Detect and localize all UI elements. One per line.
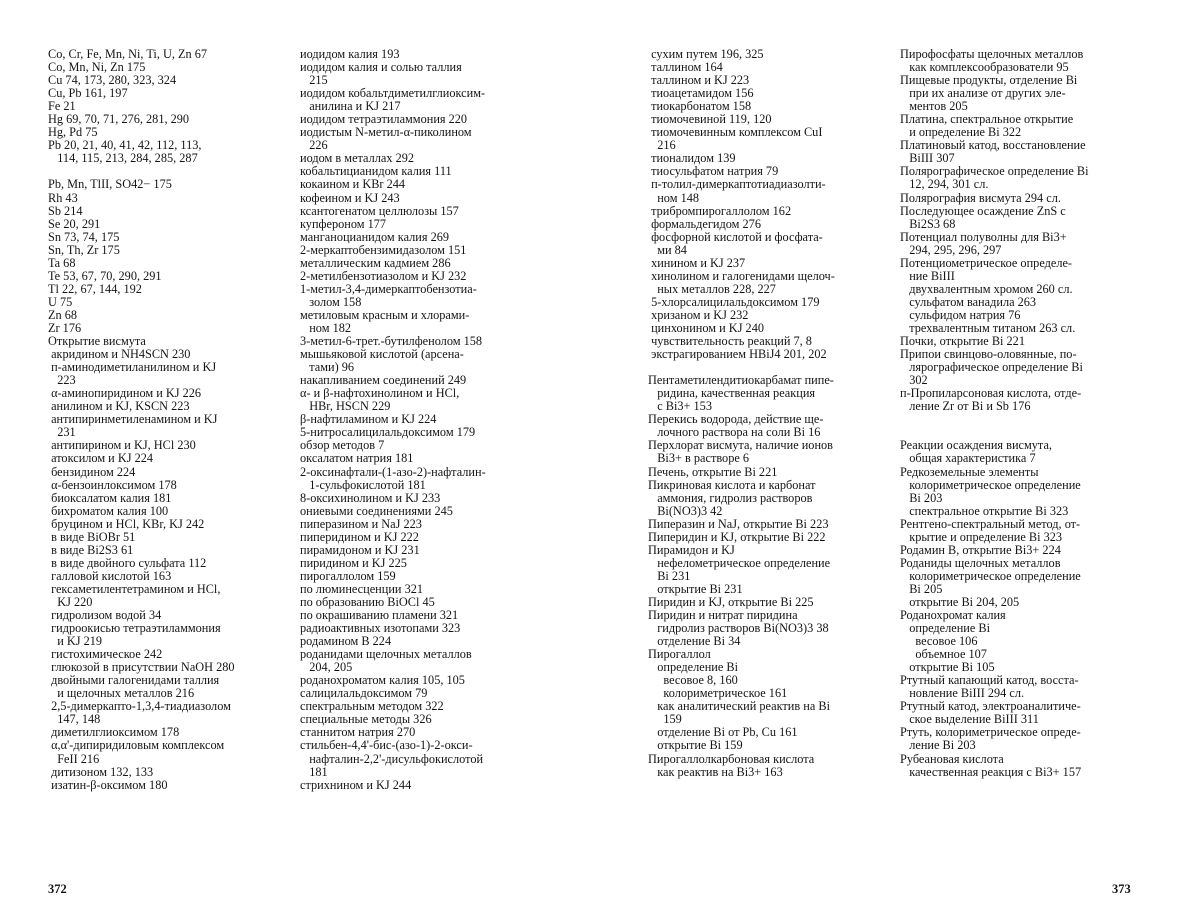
index-entry: радиоактивных изотопами 323: [300, 622, 461, 636]
index-entry: 1-сульфокислотой 181: [300, 478, 426, 492]
index-entry: трибромпирогаллолом 162: [648, 204, 792, 218]
index-entry: весовое 8, 160: [648, 674, 738, 688]
index-entry: ментов 205: [900, 100, 968, 114]
index-entry: накапливанием соединений 249: [300, 374, 467, 388]
index-entry: антипиринметиленамином и KJ: [48, 413, 218, 427]
index-entry: Пищевые продукты, отделение Bi: [900, 74, 1078, 88]
index-entry: роданидами щелочных металлов: [300, 648, 472, 662]
index-entry: Ta 68: [48, 256, 76, 270]
page-number-left: 372: [48, 882, 67, 896]
index-entry: таллином 164: [648, 61, 723, 75]
index-entry: Пентаметилендитиокарбамат пипе-: [648, 374, 834, 388]
index-entry: двойными галогенидами таллия: [48, 674, 220, 688]
index-entry: α-бензоинлоксимом 178: [48, 478, 177, 492]
index-entry: Ртутный капающий катод, восста-: [900, 674, 1079, 688]
index-entry: по окрашиванию пламени 321: [300, 609, 459, 623]
index-entry: колориметрическое определение: [900, 478, 1081, 492]
index-entry: α,α'-дипиридиловым комплексом: [48, 739, 225, 753]
index-entry: 3-метил-6-трет.-бутилфенолом 158: [300, 335, 483, 349]
index-entry: глюкозой в присутствии NaOH 280: [48, 661, 235, 675]
index-entry: Sb 214: [48, 204, 83, 218]
index-entry: пиперазином и NaJ 223: [300, 517, 422, 531]
index-entry: α-аминопиридином и KJ 226: [48, 387, 202, 401]
index-entry: Cu 74, 173, 280, 323, 324: [48, 74, 177, 88]
index-entry: Роданиды щелочных металлов: [900, 556, 1061, 570]
index-entry: 2-метилбензотиазолом и KJ 232: [300, 269, 467, 283]
index-entry: 226: [300, 139, 328, 153]
index-entry: по образованию BiOCl 45: [300, 595, 435, 609]
index-entry: акридином и NH4SCN 230: [48, 348, 191, 362]
index-entry: [648, 361, 878, 374]
index-entry: отделение Bi 34: [648, 635, 741, 649]
index-entry: Pb 20, 21, 40, 41, 42, 112, 113,: [48, 139, 202, 153]
index-entry: в виде двойного сульфата 112: [48, 556, 207, 570]
index-entry: Hg, Pd 75: [48, 126, 98, 140]
index-entry: таллином и KJ 223: [648, 74, 750, 88]
index-entry: ние BiIII: [900, 269, 955, 283]
index-entry: бензидином 224: [48, 465, 136, 479]
index-entry: Пиридин и KJ, открытие Bi 225: [648, 595, 814, 609]
index-entry: Пирогаллолкарбоновая кислота: [648, 752, 815, 766]
index-entry: 2,5-димеркапто-1,3,4-тиадиазолом: [48, 700, 231, 714]
index-entry: изатин-β-оксимом 180: [48, 778, 168, 792]
index-entry: как комплексообразователи 95: [900, 61, 1069, 75]
index-entry: ном 148: [648, 191, 700, 205]
index-entry: ми 84: [648, 243, 687, 257]
index-entry: иодидом кобальтдиметилглиоксим-: [300, 87, 486, 101]
index-entry: Припои свинцово-оловянные, по-: [900, 348, 1077, 362]
index-entry: крытие и определение Bi 323: [900, 530, 1063, 544]
index-entry: Se 20, 291: [48, 217, 101, 231]
index-entry: в виде BiOBr 51: [48, 530, 136, 544]
index-column-2: [300, 48, 525, 792]
index-entry: 181: [300, 765, 328, 779]
index-entry: Bi 203: [900, 491, 943, 505]
index-entry: ление Zr от Bi и Sb 176: [900, 400, 1031, 414]
index-entry: формальдегидом 276: [648, 217, 761, 231]
index-entry: Потенциал полуволны для Bi3+: [900, 230, 1067, 244]
index-entry: и KJ 219: [48, 635, 103, 649]
index-entry: Родамин В, открытие Bi3+ 224: [900, 543, 1061, 557]
index-entry: лочного раствора на соли Bi 16: [648, 426, 821, 440]
index-entry: хинином и KJ 237: [648, 256, 746, 270]
index-entry: хризаном и KJ 232: [648, 308, 749, 322]
index-column-1: [48, 48, 276, 792]
index-entry: ониевыми соединениями 245: [300, 504, 453, 518]
index-entry: лярографическое определение Bi: [900, 361, 1083, 375]
index-entry: гидролиз растворов Bi(NO3)3 38: [648, 622, 829, 636]
index-entry: бруцином и HCl, KBr, KJ 242: [48, 517, 205, 531]
index-entry: гистохимическое 242: [48, 648, 163, 662]
index-entry: 216: [648, 139, 676, 153]
index-entry: гидролизом водой 34: [48, 609, 162, 623]
index-entry: кобальтицианидом калия 111: [300, 165, 452, 179]
index-entry: [48, 165, 276, 178]
index-entry: Bi 205: [900, 582, 943, 596]
index-entry: определение Bi: [900, 622, 991, 636]
index-entry: весовое 106: [900, 635, 978, 649]
index-entry: Пикриновая кислота и карбонат: [648, 478, 816, 492]
index-entry: колориметрическое 161: [648, 687, 788, 701]
index-entry: дитизоном 132, 133: [48, 765, 154, 779]
index-entry: 1-метил-3,4-димеркаптобензотиа-: [300, 282, 477, 296]
index-entry: хинолином и галогенидами щелоч-: [648, 269, 835, 283]
index-entry: мышьяковой кислотой (арсена-: [300, 348, 464, 362]
index-entry: пирамидоном и KJ 231: [300, 543, 420, 557]
index-entry: Fe 21: [48, 100, 76, 114]
index-entry: золом 158: [300, 295, 362, 309]
index-entry: Платиновый катод, восстановление: [900, 139, 1086, 153]
index-entry: атоксилом и KJ 224: [48, 452, 154, 466]
index-entry: Роданохромат калия: [900, 609, 1006, 623]
index-entry: при их анализе от других эле-: [900, 87, 1066, 101]
index-entry: и щелочных металлов 216: [48, 687, 195, 701]
index-entry: по люминесценции 321: [300, 582, 424, 596]
index-entry: п-толил-димеркаптотиадиазолти-: [648, 178, 826, 192]
index-entry: ридина, качественная реакция: [648, 387, 816, 401]
index-entry: Перекись водорода, действие ще-: [648, 413, 824, 427]
index-entry: пиперидином и KJ 222: [300, 530, 419, 544]
index-entry: 2-меркаптобензимидазолом 151: [300, 243, 467, 257]
index-entry: цинхонином и KJ 240: [648, 321, 764, 335]
index-entry: U 75: [48, 295, 73, 309]
index-entry: и определение Bi 322: [900, 126, 1022, 140]
index-entry: обзор методов 7: [300, 439, 385, 453]
index-entry: сульфидом натрия 76: [900, 308, 1021, 322]
index-entry: 223: [48, 374, 76, 388]
page-number-right: 373: [1112, 882, 1131, 896]
right-page: [600, 0, 1200, 904]
index-entry: тиомочевинным комплексом CuI: [648, 126, 823, 140]
index-column-3: [648, 48, 878, 779]
index-entry: бихроматом калия 100: [48, 504, 169, 518]
index-entry: Пирамидон и KJ: [648, 543, 735, 557]
index-entry: Co, Mn, Ni, Zn 175: [48, 61, 146, 75]
index-entry: ных металлов 228, 227: [648, 282, 776, 296]
index-entry: Hg 69, 70, 71, 276, 281, 290: [48, 113, 190, 127]
index-entry: Ртуть, колориметрическое опреде-: [900, 726, 1081, 740]
index-entry: тиокарбонатом 158: [648, 100, 752, 114]
index-entry: антипирином и KJ, HCl 230: [48, 439, 196, 453]
index-entry: 147, 148: [48, 713, 101, 727]
index-entry: анилином и KJ, KSCN 223: [48, 400, 190, 414]
index-entry: анилина и KJ 217: [300, 100, 401, 114]
index-entry: стильбен-4,4'-бис-(азо-1)-2-окси-: [300, 739, 473, 753]
index-entry: Zn 68: [48, 308, 78, 322]
index-entry: п-аминодиметиланилином и KJ: [48, 361, 217, 375]
index-entry: тиомочевиной 119, 120: [648, 113, 772, 127]
index-entry: двухвалентным хромом 260 сл.: [900, 282, 1073, 296]
index-entry: иодидом калия и солью таллия: [300, 61, 462, 75]
index-entry: BiIII 307: [900, 152, 955, 166]
index-entry: Pb, Mn, TlII, SO42− 175: [48, 178, 172, 192]
index-entry: [900, 426, 1132, 439]
index-entry: открытие Bi 231: [648, 582, 743, 596]
index-entry: иодом в металлах 292: [300, 152, 415, 166]
index-entry: иодистым N-метил-α-пиколином: [300, 126, 472, 140]
index-entry: в виде Bi2S3 61: [48, 543, 134, 557]
index-entry: нафталин-2,2'-дисульфокислотой: [300, 752, 484, 766]
index-entry: ское выделение BiIII 311: [900, 713, 1039, 727]
index-entry: 5-нитросалицилальдоксимом 179: [300, 426, 476, 440]
index-entry: Полярография висмута 294 сл.: [900, 191, 1061, 205]
index-entry: Пиридин и нитрат пиридина: [648, 609, 798, 623]
index-entry: Bi3+ в растворе 6: [648, 452, 750, 466]
index-entry: станнитом натрия 270: [300, 726, 416, 740]
index-entry: тиоацетамидом 156: [648, 87, 754, 101]
index-entry: сульфатом ванадила 263: [900, 295, 1037, 309]
index-entry: Пиперазин и NaJ, открытие Bi 223: [648, 517, 829, 531]
index-entry: кофеином и KJ 243: [300, 191, 400, 205]
index-entry: иодидом калия 193: [300, 48, 400, 61]
index-entry: Открытие висмута: [48, 335, 146, 349]
index-entry: спектральным методом 322: [300, 700, 444, 714]
index-entry: β-нафтиламином и KJ 224: [300, 413, 437, 427]
index-entry: [900, 413, 1132, 426]
index-entry: Tl 22, 67, 144, 192: [48, 282, 142, 296]
index-entry: Zr 176: [48, 321, 82, 335]
index-entry: открытие Bi 105: [900, 661, 995, 675]
index-entry: оксалатом натрия 181: [300, 452, 414, 466]
index-entry: Потенциометрическое определе-: [900, 256, 1073, 270]
index-entry: Рубеановая кислота: [900, 752, 1004, 766]
index-entry: гексаметилентетрамином и HCl,: [48, 582, 221, 596]
index-entry: Bi 231: [648, 569, 691, 583]
index-entry: ном 182: [300, 321, 352, 335]
index-entry: 159: [648, 713, 682, 727]
index-entry: HBr, HSCN 229: [300, 400, 391, 414]
index-entry: фосфорной кислотой и фосфата-: [648, 230, 823, 244]
index-entry: стрихнином и KJ 244: [300, 778, 412, 792]
index-entry: 2-оксинафтали-(1-азо-2)-нафталин-: [300, 465, 486, 479]
index-entry: 5-хлорсалицилальдоксимом 179: [648, 295, 820, 309]
index-entry: Sn 73, 74, 175: [48, 230, 120, 244]
index-entry: колориметрическое определение: [900, 569, 1081, 583]
index-entry: тионалидом 139: [648, 152, 736, 166]
index-column-4: [900, 48, 1132, 779]
index-entry: Почки, открытие Bi 221: [900, 335, 1025, 349]
index-entry: манганоцианидом калия 269: [300, 230, 450, 244]
index-entry: ксантогенатом целлюлозы 157: [300, 204, 459, 218]
index-entry: 215: [300, 74, 328, 88]
index-entry: 302: [900, 374, 928, 388]
index-entry: нефелометрическое определение: [648, 556, 831, 570]
index-entry: роданохроматом калия 105, 105: [300, 674, 465, 688]
index-entry: гидроокисью тетраэтиламмония: [48, 622, 221, 636]
index-entry: Редкоземельные элементы: [900, 465, 1039, 479]
index-entry: купфероном 177: [300, 217, 387, 231]
index-entry: Полярографическое определение Bi: [900, 165, 1089, 179]
index-entry: аммония, гидролиз растворов: [648, 491, 813, 505]
index-entry: отделение Bi от Pb, Cu 161: [648, 726, 798, 740]
index-entry: определение Bi: [648, 661, 739, 675]
index-entry: Cu, Pb 161, 197: [48, 87, 128, 101]
index-entry: сухим путем 196, 325: [648, 48, 764, 61]
index-entry: Печень, открытие Bi 221: [648, 465, 778, 479]
index-entry: Co, Cr, Fe, Mn, Ni, Ti, U, Zn 67: [48, 48, 208, 61]
index-entry: Bi2S3 68: [900, 217, 956, 231]
index-entry: KJ 220: [48, 595, 93, 609]
index-entry: кокаином и KBr 244: [300, 178, 406, 192]
index-entry: 114, 115, 213, 284, 285, 287: [48, 152, 198, 166]
index-entry: открытие Bi 204, 205: [900, 595, 1020, 609]
index-entry: FeII 216: [48, 752, 100, 766]
index-entry: с Bi3+ 153: [648, 400, 712, 414]
index-entry: Пирогаллол: [648, 648, 711, 662]
index-entry: общая характеристика 7: [900, 452, 1036, 466]
index-entry: чувствительность реакций 7, 8: [648, 335, 812, 349]
index-entry: 204, 205: [300, 661, 353, 675]
index-entry: 8-оксихинолином и KJ 233: [300, 491, 441, 505]
index-entry: открытие Bi 159: [648, 739, 743, 753]
index-entry: трехвалентным титаном 263 сл.: [900, 321, 1076, 335]
index-entry: Пиперидин и KJ, открытие Bi 222: [648, 530, 826, 544]
index-entry: метиловым красным и хлорами-: [300, 308, 470, 322]
index-entry: Последующее осаждение ZnS с: [900, 204, 1066, 218]
index-entry: Ртутный катод, электроаналитиче-: [900, 700, 1081, 714]
index-entry: новление BiIII 294 сл.: [900, 687, 1025, 701]
index-entry: экстрагированием HBiJ4 201, 202: [648, 348, 827, 362]
index-entry: пиридином и KJ 225: [300, 556, 407, 570]
index-entry: биоксалатом калия 181: [48, 491, 172, 505]
index-entry: пирогаллолом 159: [300, 569, 396, 583]
index-entry: Bi(NO3)3 42: [648, 504, 723, 518]
index-entry: тами) 96: [300, 361, 355, 375]
index-entry: как аналитический реактив на Bi: [648, 700, 831, 714]
index-entry: Реакции осаждения висмута,: [900, 439, 1052, 453]
index-entry: иодидом тетраэтиламмония 220: [300, 113, 468, 127]
index-entry: спектральное открытие Bi 323: [900, 504, 1069, 518]
index-entry: качественная реакция с Bi3+ 157: [900, 765, 1082, 779]
index-entry: п-Пропиларсоновая кислота, отде-: [900, 387, 1082, 401]
index-entry: родамином В 224: [300, 635, 392, 649]
index-entry: Sn, Th, Zr 175: [48, 243, 120, 257]
index-entry: тиосульфатом натрия 79: [648, 165, 779, 179]
index-entry: галловой кислотой 163: [48, 569, 172, 583]
index-entry: объемное 107: [900, 648, 987, 662]
index-entry: ление Bi 203: [900, 739, 976, 753]
index-entry: салицилальдоксимом 79: [300, 687, 428, 701]
index-entry: Te 53, 67, 70, 290, 291: [48, 269, 162, 283]
index-entry: специальные методы 326: [300, 713, 432, 727]
index-entry: α- и β-нафтохинолином и HCl,: [300, 387, 460, 401]
index-entry: 12, 294, 301 сл.: [900, 178, 989, 192]
index-entry: металлическим кадмием 286: [300, 256, 451, 270]
index-entry: Rh 43: [48, 191, 78, 205]
index-entry: Пирофосфаты щелочных металлов: [900, 48, 1084, 61]
index-entry: 294, 295, 296, 297: [900, 243, 1002, 257]
index-entry: Перхлорат висмута, наличие ионов: [648, 439, 833, 453]
index-entry: как реактив на Bi3+ 163: [648, 765, 783, 779]
index-entry: Платина, спектральное открытие: [900, 113, 1074, 127]
index-entry: диметилглиоксимом 178: [48, 726, 180, 740]
index-entry: 231: [48, 426, 76, 440]
index-entry: Рентгено-спектральный метод, от-: [900, 517, 1081, 531]
